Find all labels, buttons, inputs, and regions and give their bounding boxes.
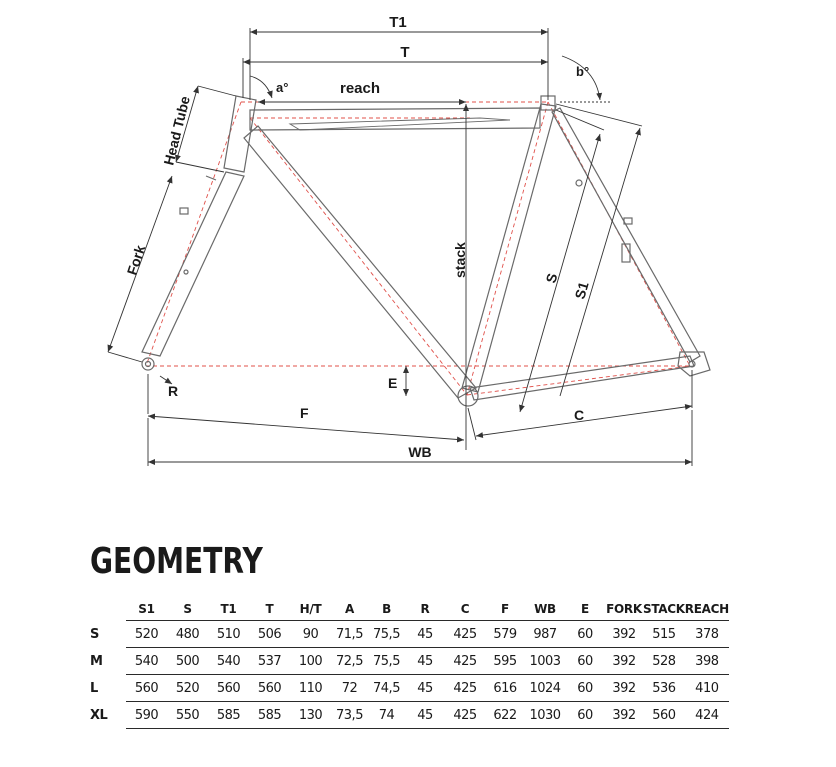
table-cell: 560: [249, 675, 290, 702]
table-cell: 60: [565, 621, 605, 648]
column-header: FORK: [606, 602, 642, 616]
table-cell: 100: [290, 648, 331, 675]
table-cell: 537: [249, 648, 290, 675]
table-cell: 45: [405, 621, 445, 648]
table-cell: 585: [249, 702, 290, 729]
table-row: [88, 702, 729, 729]
table-cell: 73,5: [331, 702, 368, 729]
column-header: WB: [534, 602, 556, 616]
table-cell: 425: [445, 621, 485, 648]
table-cell: 60: [565, 702, 605, 729]
table-cell: 1003: [525, 648, 565, 675]
table-cell: 987: [525, 621, 565, 648]
table-cell: 74,5: [368, 675, 405, 702]
label-wb: WB: [408, 444, 432, 460]
label-t1: T1: [389, 14, 407, 31]
column-header: A: [345, 602, 354, 616]
table-cell: 378: [685, 621, 729, 648]
label-f: F: [300, 405, 309, 421]
table-cell: 75,5: [368, 621, 405, 648]
table-cell: 560: [208, 675, 249, 702]
table-cell: 616: [485, 675, 525, 702]
table-cell: 71,5: [331, 621, 368, 648]
table-cell: 45: [405, 702, 445, 729]
table-cell: 410: [685, 675, 729, 702]
geometry-body: [88, 621, 729, 729]
column-header: S: [183, 602, 192, 616]
table-cell: 425: [445, 648, 485, 675]
table-cell: 74: [368, 702, 405, 729]
table-cell: 392: [605, 702, 643, 729]
table-cell: 60: [565, 675, 605, 702]
label-reach: reach: [340, 80, 381, 97]
table-cell: 560: [126, 675, 167, 702]
label-a-angle: a°: [276, 80, 289, 95]
table-cell: 480: [167, 621, 208, 648]
size-label: S: [90, 626, 99, 642]
table-cell: 622: [485, 702, 525, 729]
column-header: E: [581, 602, 589, 616]
table-cell: 392: [605, 621, 643, 648]
table-row: [88, 675, 729, 702]
table-cell: 392: [605, 648, 643, 675]
table-cell: 500: [167, 648, 208, 675]
dimension-lines: [108, 28, 692, 466]
label-t: T: [400, 44, 410, 61]
table-cell: 520: [126, 621, 167, 648]
label-head-tube: Head Tube: [160, 94, 193, 167]
table-cell: 515: [643, 621, 685, 648]
table-cell: 520: [167, 675, 208, 702]
size-label: L: [90, 680, 98, 696]
table-cell: 1030: [525, 702, 565, 729]
size-label: XL: [90, 707, 108, 723]
label-r: R: [168, 383, 179, 399]
table-cell: 45: [405, 675, 445, 702]
column-header: T1: [220, 602, 237, 616]
column-header: F: [501, 602, 509, 616]
table-cell: 1024: [525, 675, 565, 702]
label-c: C: [574, 407, 585, 423]
table-cell: 540: [208, 648, 249, 675]
table-cell: 585: [208, 702, 249, 729]
column-header: REACH: [684, 602, 729, 616]
column-header: S1: [138, 602, 155, 616]
label-s1: S1: [571, 279, 592, 301]
table-row: [88, 621, 729, 648]
geometry-header-row: [88, 598, 729, 621]
table-cell: 425: [445, 702, 485, 729]
table-cell: 110: [290, 675, 331, 702]
table-cell: 398: [685, 648, 729, 675]
column-header: H/T: [299, 602, 322, 616]
table-cell: 392: [605, 675, 643, 702]
label-fork: Fork: [123, 243, 149, 277]
table-cell: 550: [167, 702, 208, 729]
table-cell: 528: [643, 648, 685, 675]
table-cell: 506: [249, 621, 290, 648]
label-stack: stack: [452, 242, 468, 278]
geometry-table: [88, 598, 729, 729]
table-cell: 590: [126, 702, 167, 729]
geometry-title: GEOMETRY: [90, 541, 263, 582]
table-cell: 60: [565, 648, 605, 675]
table-cell: 130: [290, 702, 331, 729]
column-header: T: [265, 602, 274, 616]
label-e: E: [388, 375, 398, 391]
table-cell: 72: [331, 675, 368, 702]
table-cell: 424: [685, 702, 729, 729]
table-cell: 425: [445, 675, 485, 702]
table-cell: 510: [208, 621, 249, 648]
column-header: R: [420, 602, 430, 616]
table-cell: 75,5: [368, 648, 405, 675]
table-cell: 72,5: [331, 648, 368, 675]
table-cell: 540: [126, 648, 167, 675]
table-cell: 90: [290, 621, 331, 648]
table-cell: 595: [485, 648, 525, 675]
table-cell: 579: [485, 621, 525, 648]
table-cell: 560: [643, 702, 685, 729]
size-header-cell: [88, 598, 126, 621]
table-row: [88, 648, 729, 675]
table-cell: 45: [405, 648, 445, 675]
label-b-angle: b°: [576, 64, 590, 79]
label-s: S: [542, 271, 561, 285]
table-cell: 536: [643, 675, 685, 702]
column-header: STACK: [643, 602, 685, 616]
size-label: M: [90, 653, 103, 669]
frame-outline: [142, 96, 710, 406]
column-header: C: [460, 602, 470, 616]
column-header: B: [382, 602, 391, 616]
